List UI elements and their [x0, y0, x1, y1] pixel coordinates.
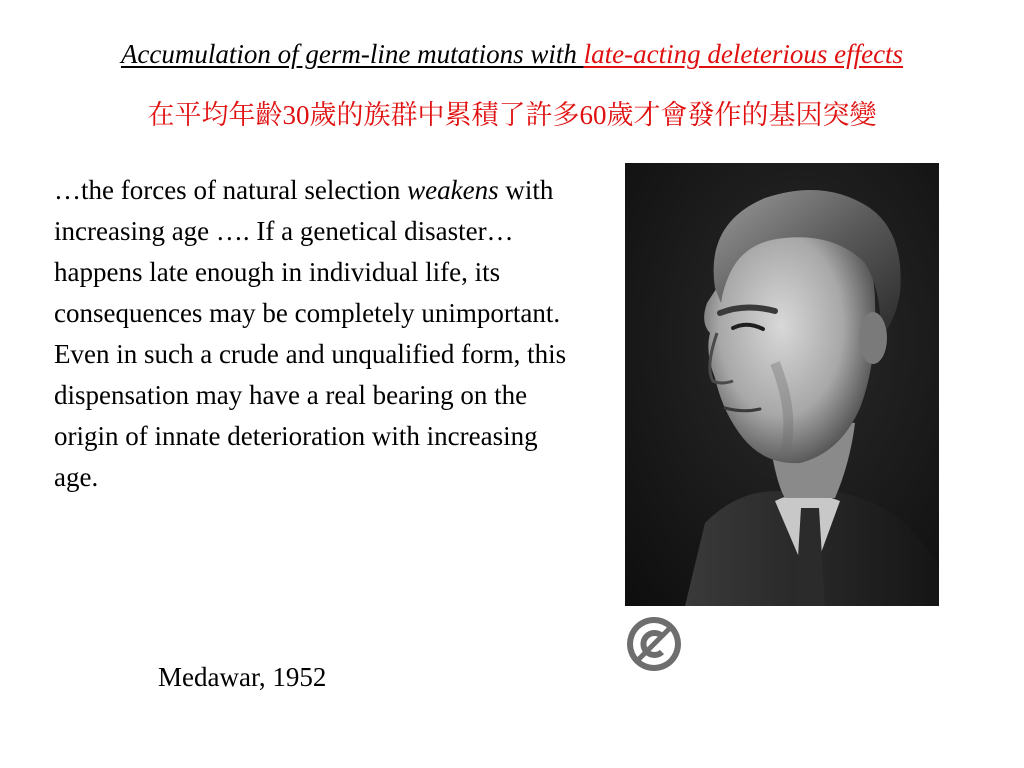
- slide-title: [0, 38, 1024, 70]
- citation: Medawar, 1952: [158, 662, 327, 692]
- chinese-subtitle: 在平均年齡30歲的族群中累積了許多60歲才會發作的基因突變: [147, 100, 877, 130]
- public-domain-icon: [624, 614, 684, 674]
- quote-italic-word: weakens: [407, 175, 499, 205]
- medawar-quote: [54, 170, 574, 498]
- quote-text-part1: …the forces of natural selection: [54, 175, 408, 205]
- portrait-illustration: [625, 163, 939, 606]
- title-highlight-text: late-acting deleterious effects: [583, 39, 904, 69]
- portrait-photo: [625, 163, 939, 606]
- quote-text-part3: with increasing age …. If a genetical disaster… happens late enough in individual life, its consequences may be completely unimportant. Even in such a crude and unqualified form, this dispensation may have a real bearing on the origin of innate deterioration with increasing age.: [54, 175, 567, 492]
- title-plain-text: Accumulation of germ-line mutations with: [120, 39, 584, 69]
